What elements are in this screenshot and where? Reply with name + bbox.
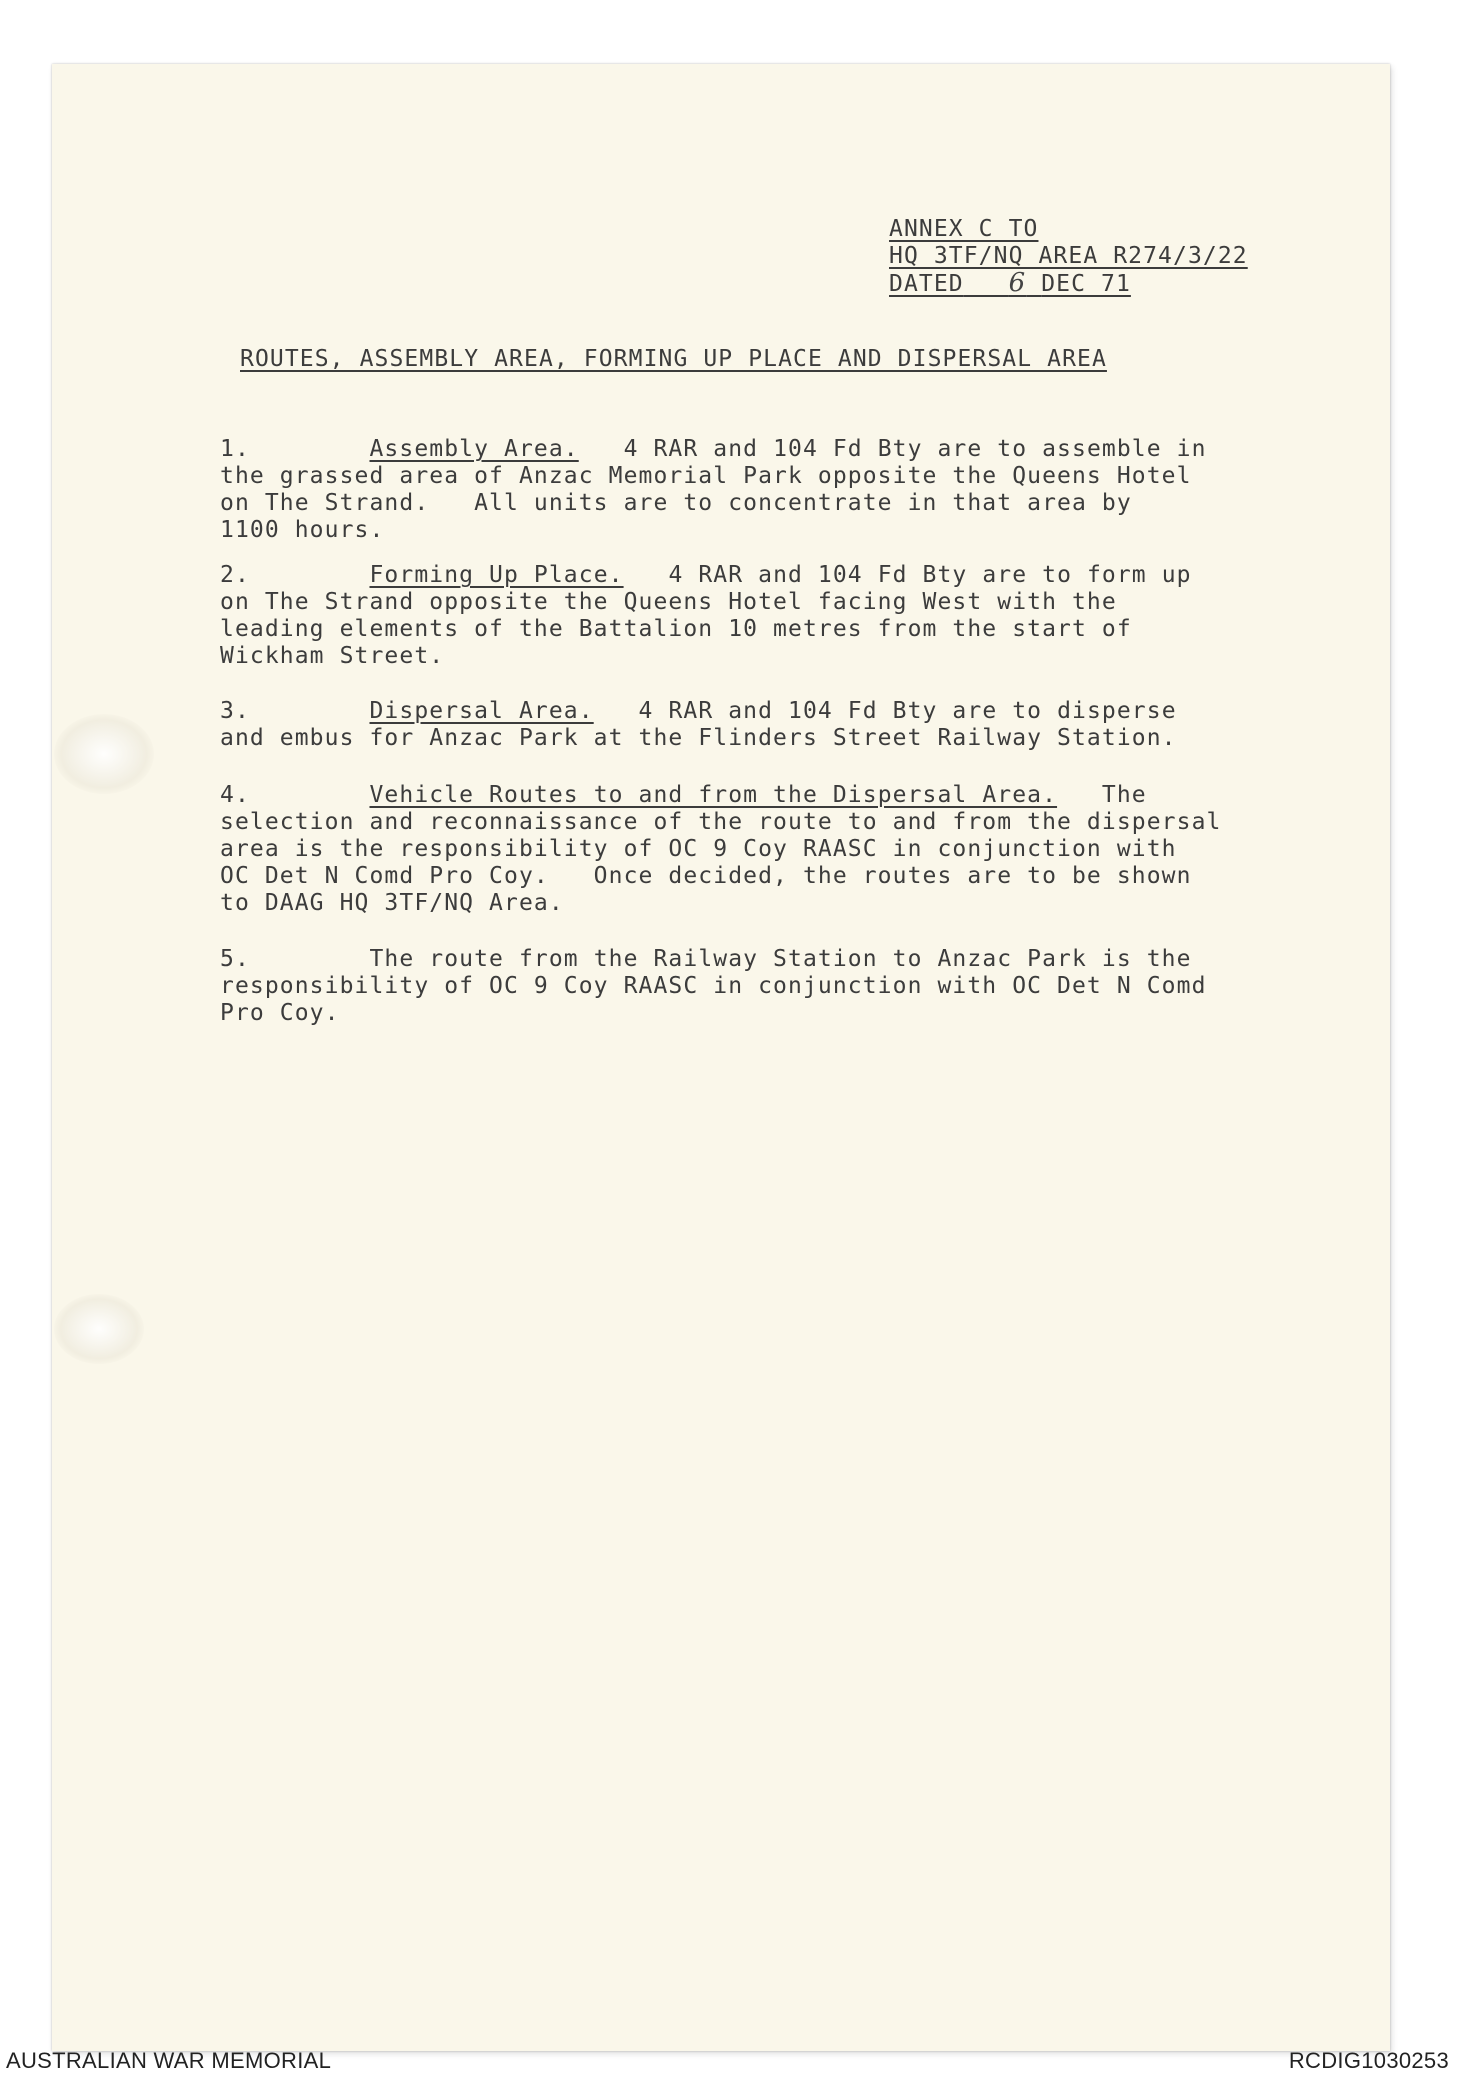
paragraph-number: 1. [220, 436, 250, 462]
paragraph-line: on The Strand. All units are to concentrate in that area by [220, 490, 1132, 516]
paragraph-title: Vehicle Routes to and from the Dispersal Area. [369, 782, 1058, 808]
paragraph-first-line [220, 782, 1340, 809]
paragraph-1 [220, 436, 1340, 544]
annex-reference [889, 216, 1248, 298]
paragraph-number: 5. [220, 946, 250, 972]
paragraph-first-line [220, 436, 1340, 463]
handwritten-day: 6 [1008, 268, 1027, 298]
paragraph-line: Pro Coy. [220, 1000, 340, 1026]
paragraph-text: The route from the Railway Station to Anzac Park is the [369, 946, 1192, 972]
paragraph-2 [220, 562, 1340, 670]
paragraph-line: OC Det N Comd Pro Coy. Once decided, the routes are to be shown [220, 863, 1192, 889]
paragraph-number: 4. [220, 782, 250, 808]
document-heading: ROUTES, ASSEMBLY AREA, FORMING UP PLACE AND DISPERSAL AREA [240, 346, 1107, 372]
paragraph-line: area is the responsibility of OC 9 Coy RAASC in conjunction with [220, 836, 1177, 862]
paragraph-line: selection and reconnaissance of the route to and from the dispersal [220, 809, 1222, 835]
paper-crease [54, 1294, 144, 1364]
paragraph-text: The [1101, 782, 1147, 808]
paragraph-title: Forming Up Place. [369, 562, 624, 588]
paragraph-4 [220, 782, 1340, 917]
paragraph-line: to DAAG HQ 3TF/NQ Area. [220, 890, 564, 916]
annex-line-1: ANNEX C TO [889, 216, 1039, 242]
paragraph-line: the grassed area of Anzac Memorial Park opposite the Queens Hotel [220, 463, 1192, 489]
paragraph-number: 3. [220, 698, 250, 724]
paragraph-line: and embus for Anzac Park at the Flinders Street Railway Station. [220, 725, 1177, 751]
paragraph-line: on The Strand opposite the Queens Hotel facing West with the [220, 589, 1117, 615]
annex-dated [889, 270, 1248, 298]
annex-line-2: HQ 3TF/NQ AREA R274/3/22 [889, 243, 1248, 269]
paragraph-text: 4 RAR and 104 Fd Bty are to disperse [638, 698, 1177, 724]
paragraph-first-line [220, 946, 1340, 973]
dated-label: DATED [889, 271, 964, 297]
paragraph-first-line [220, 698, 1340, 725]
dated-month-year: DEC 71 [1041, 271, 1131, 297]
paragraph-text: 4 RAR and 104 Fd Bty are to assemble in [623, 436, 1207, 462]
paragraph-line: leading elements of the Battalion 10 metres from the start of [220, 616, 1132, 642]
paragraph-line: responsibility of OC 9 Coy RAASC in conjunction with OC Det N Comd [220, 973, 1207, 999]
archive-credit: AUSTRALIAN WAR MEMORIAL [6, 2048, 332, 2073]
paper-crease [54, 714, 154, 794]
paragraph-title: Dispersal Area. [369, 698, 594, 724]
paragraph-3 [220, 698, 1340, 752]
paragraph-title: Assembly Area. [369, 436, 579, 462]
archive-id: RCDIG1030253 [1288, 2048, 1449, 2073]
paragraph-number: 2. [220, 562, 250, 588]
paragraph-5 [220, 946, 1340, 1027]
paragraph-first-line [220, 562, 1340, 589]
paragraph-text: 4 RAR and 104 Fd Bty are to form up [668, 562, 1192, 588]
paragraph-line: Wickham Street. [220, 643, 445, 669]
paragraph-line: 1100 hours. [220, 517, 385, 543]
